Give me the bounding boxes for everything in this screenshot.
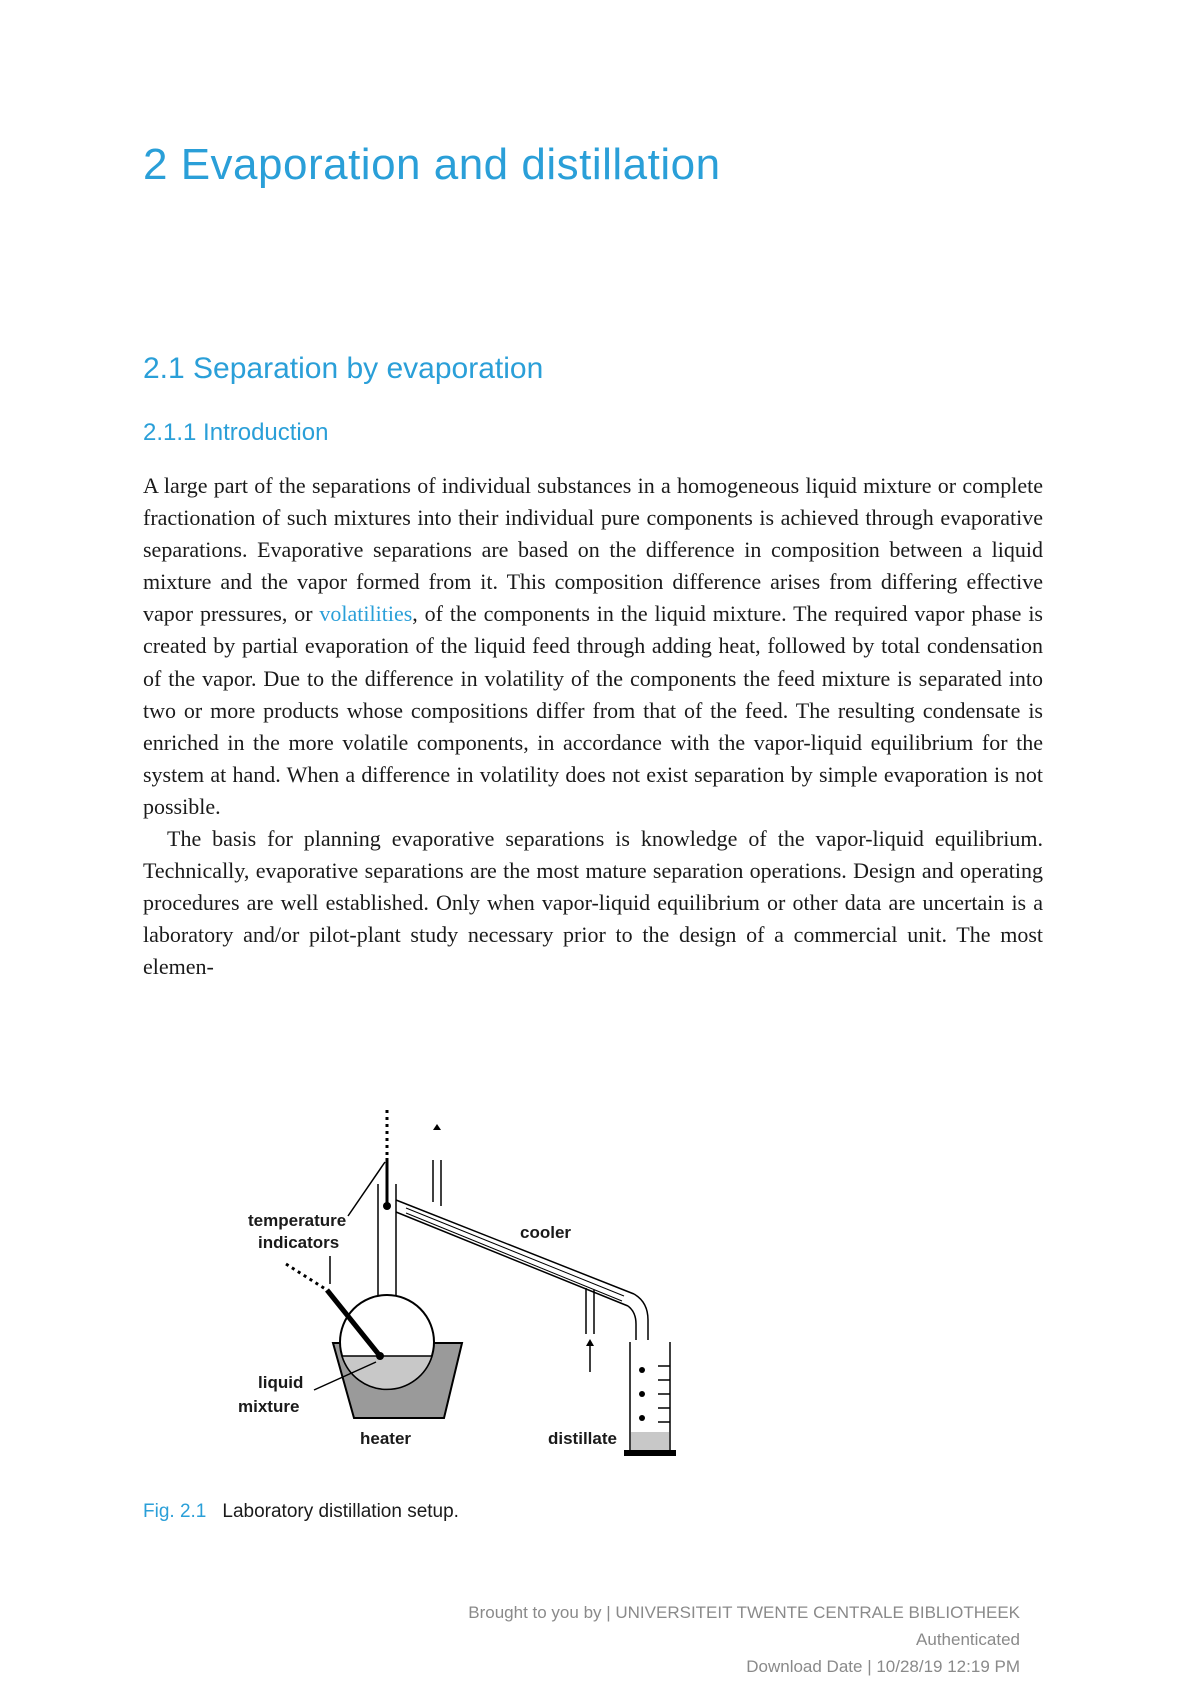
drop-2 (639, 1391, 645, 1397)
thermometer-side-dotted (286, 1264, 327, 1290)
cooler-tube-inner-bottom (406, 1213, 622, 1301)
paragraph-2: The basis for planning evaporative separations is knowledge of the vapor-liquid equilibrium. Technically, evaporative separations are the most mature separation operations. Design and operating procedures are well established. Only when vapor-liquid equilibrium or other data are uncertain is a laboratory and/or pilot-plant study necessary prior to the design of a commercial unit. The most elemen- (143, 826, 1043, 980)
water-out-arrow (433, 1124, 441, 1130)
paragraph-1-part-2: , of the components in the liquid mixture. The required vapor phase is created by partial evaporation of the liquid feed through adding heat, followed by total condensation of the vapor. Due to the difference in volatility of the components the feed mixture is separated into two or more products whose compositions differ from that of the feed. The resulting condensate is enriched in the more volatile components, in accordance with the vapor-liquid equilibrium for the system at hand. When a difference in volatility does not exist separation by simple evaporation is not possible. (143, 601, 1043, 819)
cooler-tube-inner-top (406, 1208, 624, 1296)
chapter-title: 2 Evaporation and distillation (143, 140, 721, 189)
body-text (143, 470, 1043, 984)
footer-line-2: Authenticated (916, 1630, 1020, 1649)
label-cooler: cooler (520, 1223, 572, 1242)
distillation-figure (230, 1110, 710, 1480)
drop-1 (639, 1367, 645, 1373)
figure-number: Fig. 2.1 (143, 1501, 207, 1522)
footer-line-1: Brought to you by | UNIVERSITEIT TWENTE CENTRALE BIBLIOTHEEK (468, 1603, 1020, 1622)
cooler-outlet-bend (628, 1294, 648, 1340)
cooler-tube-outer-top (396, 1200, 634, 1294)
figure-caption-text: Laboratory distillation setup. (222, 1501, 459, 1522)
label-heater: heater (360, 1429, 412, 1448)
label-temperature: temperature (248, 1211, 347, 1230)
thermometer-top-bulb (383, 1202, 391, 1210)
label-distillate: distillate (548, 1429, 617, 1448)
subsection-title: 2.1.1 Introduction (143, 419, 329, 446)
footer (468, 1599, 1020, 1680)
distillation-diagram (230, 1110, 710, 1480)
paragraph-1-part-1: A large part of the separations of individual substances in a homogeneous liquid mixture or complete fractionation of such mixtures into their individual pure components is achieved through evaporative separations. Evaporative separations are based on the difference in composition between a liquid mixture and the vapor formed from it. This composition difference arises from differing effective vapor pressures, or (143, 473, 1043, 627)
figure-caption (143, 1501, 459, 1523)
paragraph-1 (143, 470, 1043, 823)
cooler-tube-outer-bottom (396, 1212, 628, 1306)
drop-3 (639, 1415, 645, 1421)
water-in-arrow-head (586, 1339, 594, 1346)
distillate-liquid (631, 1432, 669, 1450)
cylinder-base (624, 1450, 676, 1456)
volatilities-link[interactable]: volatilities (319, 601, 413, 627)
label-liquid: liquid (258, 1373, 304, 1392)
section-title: 2.1 Separation by evaporation (143, 352, 544, 385)
label-indicators: indicators (258, 1233, 340, 1252)
temperature-pointer-1 (348, 1162, 385, 1216)
thermometer-side-bulb (376, 1352, 384, 1360)
footer-line-3: Download Date | 10/28/19 12:19 PM (746, 1657, 1020, 1676)
label-mixture: mixture (238, 1397, 300, 1416)
